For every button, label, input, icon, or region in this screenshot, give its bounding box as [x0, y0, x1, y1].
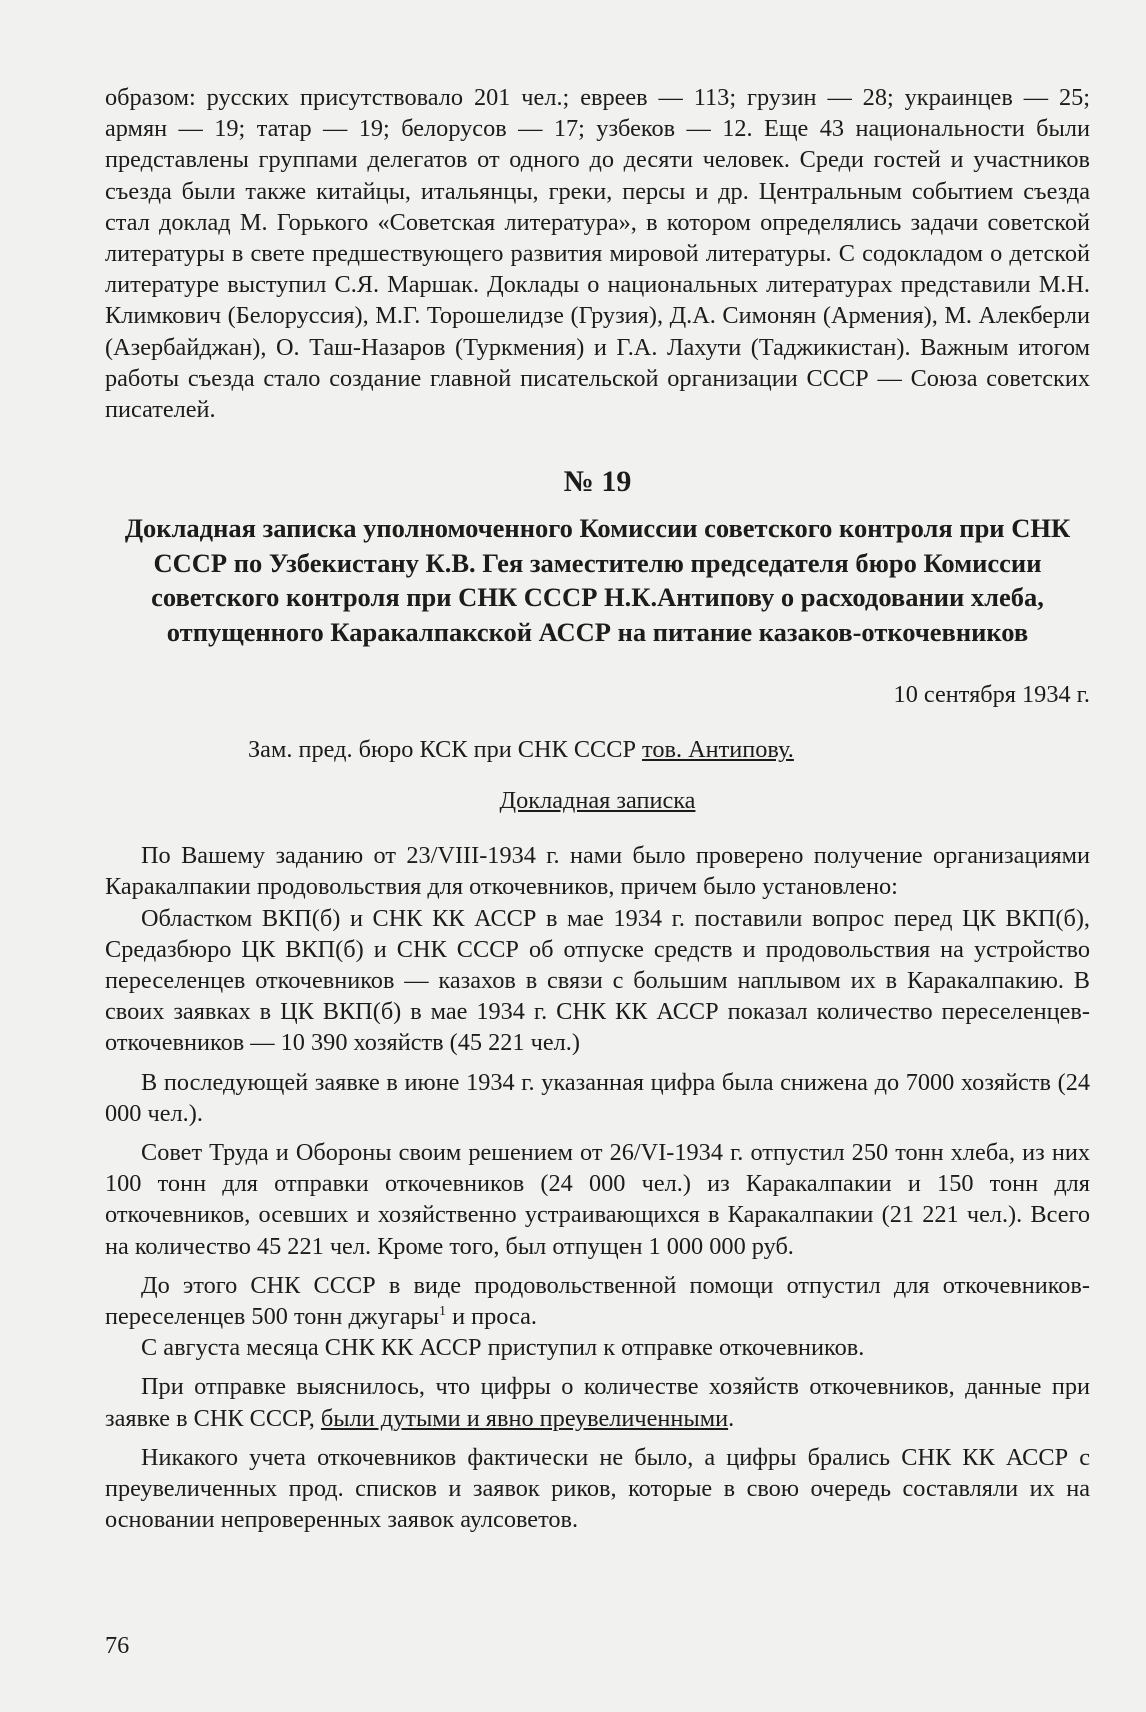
- body-paragraph-4: Совет Труда и Обороны своим решением от 26/VI-1934 г. отпустил 250 тонн хлеба, из них 100 тонн для отправки откочевников (24 000 чел.) из Каракалпакии и 150 тонн для откочевников, осевших и хозяйственно устраивающихся в Каракалпакии (21 221 чел.). Всего на количество 45 221 чел. Кроме того, был отпущен 1 000 000 руб.: [105, 1139, 1090, 1260]
- body-paragraph-1: По Вашему заданию от 23/VIII-1934 г. нами было проверено получение организациями Каракалпакии продовольствия для откочевников, причем было установлено:: [105, 842, 1090, 901]
- body-paragraph-7: [105, 1371, 1090, 1433]
- body-paragraph-2: Областком ВКП(б) и СНК КК АССР в мае 1934 г. поставили вопрос перед ЦК ВКП(б), Средазбюро ЦК ВКП(б) и СНК СССР об отпуске средств и продовольствия на устройство переселенцев откочевников — казахов в связи с большим наплывом их в Каракалпакию. В своих заявках в ЦК ВКП(б) в мае 1934 г. СНК КК АССР показал количество переселенцев-откочевников — 10 390 хозяйств (45 221 чел.): [105, 904, 1090, 1057]
- p7-underlined: были дутыми и явно преувеличенными: [320, 1404, 729, 1432]
- document-page: [105, 82, 1090, 1536]
- document-date: 10 сентября 1934 г.: [893, 681, 1090, 709]
- p7-text-after: .: [728, 1404, 735, 1432]
- memo-heading: Докладная записка: [499, 787, 696, 815]
- continued-paragraph: образом: русских присутствовало 201 чел.; евреев — 113; грузин — 28; украинцев — 25; армян — 19; татар — 19; белорусов — 17; узбеков — 12. Еще 43 национальности были представлены группами делегатов от одного до десяти человек. Среди гостей и участников съезда были также китайцы, итальянцы, греки, персы и др. Центральным событием съезда стал доклад М. Горького «Советская литература», в котором определялись задачи советской литературы в свете предшествующего развития мировой литературы. С содокладом о детской литературе выступил С.Я. Маршак. Доклады о национальных литературах представили М.Н. Климкович (Белоруссия), М.Г. Торошелидзе (Грузия), Д.А. Симонян (Армения), М. Алекберли (Азербайджан), О. Таш-Назаров (Туркмения) и Г.А. Лахути (Таджикистан). Важным итогом работы съезда стало создание главной писательской организации СССР — Союза советских писателей.: [105, 84, 1090, 424]
- body-paragraph-5: [105, 1270, 1090, 1332]
- page-number: 76: [105, 1632, 130, 1659]
- body-paragraph-6: С августа месяца СНК КК АССР приступил к отправке откочевников.: [141, 1334, 865, 1362]
- document-title: Докладная записка уполномоченного Комиссии советского контроля при СНК СССР по Узбекистану К.В. Гея заместителю председателя бюро Комиссии советского контроля при СНК СССР Н.К.Антипову о расходовании хлеба, отпущенного Каракалпакской АССР на питание казаков-откочевников: [124, 513, 1071, 647]
- addressee-prefix: Зам. пред. бюро КСК при СНК СССР: [248, 736, 643, 764]
- footnote-marker: 1: [439, 1303, 446, 1319]
- p7-text-before: При отправке выяснилось, что цифры о количестве хозяйств откочевников, данные при заявке в СНК СССР,: [105, 1373, 1090, 1432]
- p5-text-before: До этого СНК СССР в виде продовольственной помощи отпустил для откочевников-переселенцев 500 тонн джугары: [105, 1271, 1090, 1331]
- p5-text-after: и проса.: [446, 1303, 537, 1331]
- document-number: № 19: [563, 465, 632, 499]
- body-paragraph-3: В последующей заявке в июне 1934 г. указанная цифра была снижена до 7000 хозяйств (24 000 чел.).: [105, 1068, 1090, 1127]
- addressee-name: тов. Антипову.: [642, 736, 794, 764]
- body-paragraph-8: Никакого учета откочевников фактически не было, а цифры брались СНК КК АССР с преувеличенных прод. списков и заявок риков, которые в свою очередь составляли их на основании непроверенных заявок аулсоветов.: [105, 1443, 1090, 1534]
- addressee-line: [248, 734, 1090, 765]
